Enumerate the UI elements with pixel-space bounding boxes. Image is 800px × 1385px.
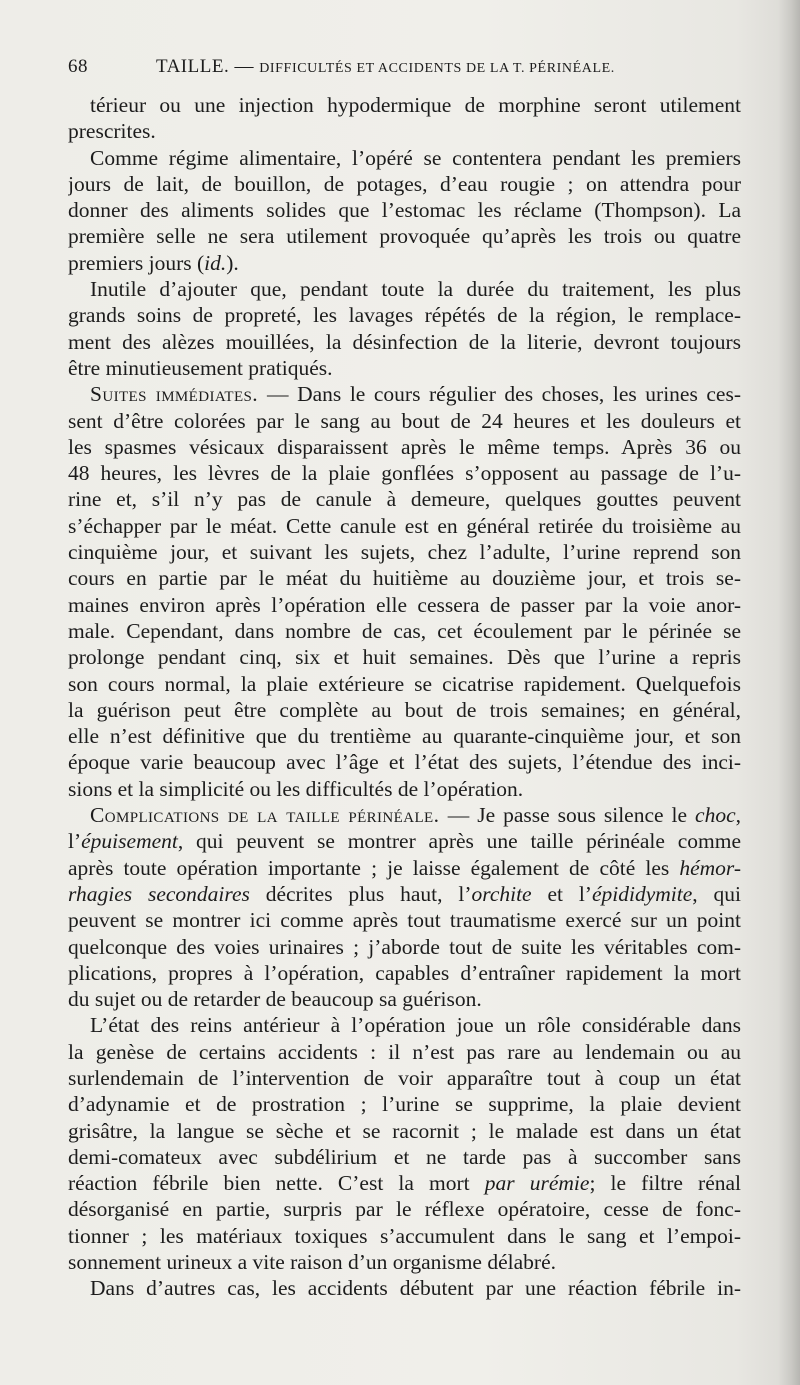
text-line: L’état des reins antérieur à l’opération joue un rôle considérable dans (90, 1013, 741, 1038)
text-line: prolonge pendant cinq, six et huit semaines. Dès que l’urine a repris (68, 645, 741, 670)
text-line: Suites immédiates. — Dans le cours régulier des choses, les urines ces- (90, 382, 741, 407)
text-line: male. Cependant, dans nombre de cas, cet écoulement par le périnée se (68, 618, 741, 643)
text-line: la genèse de certains accidents : il n’est pas rare au lendemain ou au (68, 1039, 741, 1064)
text-line: époque varie beaucoup avec l’âge et l’état des sujets, l’étendue des inci- (68, 750, 741, 775)
text-line: les spasmes vésicaux disparaissent après le même temps. Après 36 ou (68, 434, 741, 459)
body-text (68, 92, 741, 1302)
text-line: d’adynamie et de prostration ; l’urine se supprime, la plaie devient (68, 1092, 741, 1117)
section-heading: Complications de la taille périnéale. (90, 803, 448, 828)
text-line: demi-comateux avec subdélirium et ne tarde pas à succomber sans (68, 1144, 741, 1169)
text-line: Dans d’autres cas, les accidents débutent par une réaction fébrile in- (90, 1276, 741, 1301)
running-header (68, 56, 741, 92)
text-line: la guérison peut être complète au bout de trois semaines; en général, (68, 697, 741, 722)
text-line: Complications de la taille périnéale. — Je passe sous silence le choc, (90, 803, 741, 828)
text-line: s’échapper par le méat. Cette canule est en général retirée du troisième au (68, 513, 741, 538)
text-line: être minutieusement pratiqués. (68, 355, 333, 380)
text-line: premiers jours (id.). (68, 250, 239, 275)
text-line: Inutile d’ajouter que, pendant toute la durée du traitement, les plus (90, 277, 741, 302)
text-line: donner des aliments solides que l’estomac les réclame (Thompson). La (68, 198, 741, 223)
text-line: jours de lait, de bouillon, de potages, d’eau rougie ; on attendra pour (68, 171, 741, 196)
section-heading: Suites immédiates. (90, 382, 268, 407)
text-line: Comme régime alimentaire, l’opéré se contentera pendant les premiers (90, 145, 741, 170)
text-line: rhagies secondaires décrites plus haut, l’orchite et l’épididymite, qui (68, 881, 741, 906)
text-line: rine et, s’il n’y pas de canule à demeure, quelques gouttes peuvent (68, 487, 741, 512)
text-line: grisâtre, la langue se sèche et se racornit ; le malade est dans un état (68, 1118, 741, 1143)
page-number: 68 (68, 56, 88, 77)
text-line: ment des alèzes mouillées, la désinfection de la literie, devront toujours (68, 329, 741, 354)
text-line: tionner ; les matériaux toxiques s’accumulent dans le sang et l’empoi- (68, 1223, 741, 1248)
text-line: l’épuisement, qui peuvent se montrer après une taille périnéale comme (68, 829, 741, 854)
text-line: réaction fébrile bien nette. C’est la mort par urémie; le filtre rénal (68, 1171, 741, 1196)
text-line: désorganisé en partie, surpris par le réflexe opératoire, cesse de fonc- (68, 1197, 741, 1222)
text-line: quelconque des voies urinaires ; j’aborde tout de suite les véritables com- (68, 934, 741, 959)
text-line: prescrites. (68, 119, 156, 144)
text-line: elle n’est définitive que du trentième au quarante-cinquième jour, et son (68, 724, 741, 749)
text-line: peuvent se montrer ici comme après tout traumatisme exercé sur un point (68, 908, 741, 933)
running-title-main: TAILLE. — (156, 56, 254, 77)
text-line: sonnement urineux a vite raison d’un organisme délabré. (68, 1250, 556, 1275)
text-line: sions et la simplicité ou les difficultés de l’opération. (68, 776, 524, 801)
text-line: plications, propres à l’opération, capables d’entraîner rapidement la mort (68, 960, 741, 985)
text-line: première selle ne sera utilement provoquée qu’après les trois ou quatre (68, 224, 741, 249)
running-title-sub: DIFFICULTÉS ET ACCIDENTS DE LA T. PÉRINÉALE. (259, 61, 615, 76)
text-line: grands soins de propreté, les lavages répétés de la région, le remplace- (68, 303, 741, 328)
text-line: maines environ après l’opération elle cessera de passer par la voie anor- (68, 592, 741, 617)
text-line: du sujet ou de retarder de beaucoup sa guérison. (68, 987, 482, 1012)
text-line: son cours normal, la plaie extérieure se cicatrise rapidement. Quelquefois (68, 671, 741, 696)
text-line: après toute opération importante ; je laisse également de côté les hémor- (68, 855, 741, 880)
text-line: sent d’être colorées par le sang au bout de 24 heures et les douleurs et (68, 408, 741, 433)
text-line: 48 heures, les lèvres de la plaie gonflées s’opposent au passage de l’u- (68, 461, 741, 486)
page-edge-shadow (778, 0, 800, 1385)
text-line: cours en partie par le méat du huitième au douzième jour, et trois se- (68, 566, 741, 591)
running-title (156, 56, 615, 78)
page-content (68, 56, 741, 1302)
text-line: cinquième jour, et suivant les sujets, chez l’adulte, l’urine reprend son (68, 540, 741, 565)
text-line: térieur ou une injection hypodermique de morphine seront utilement (90, 93, 741, 117)
text-line: surlendemain de l’intervention de voir apparaître tout à coup un état (68, 1065, 741, 1090)
